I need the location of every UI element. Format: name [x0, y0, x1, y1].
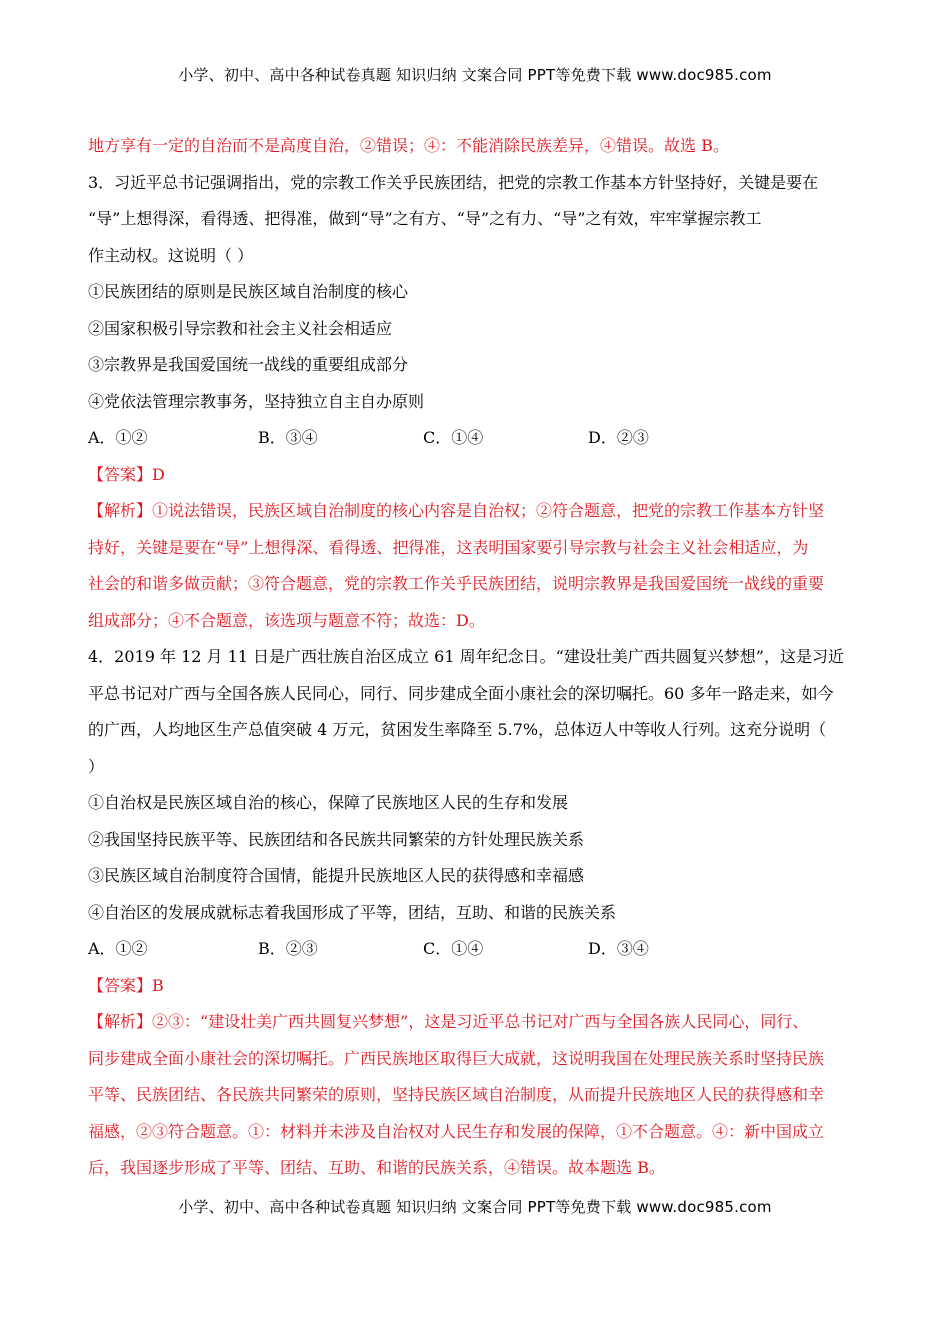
- question-4: [88, 639, 864, 1187]
- q3-item-4: ④党依法管理宗教事务，坚持独立自主自办原则: [88, 391, 425, 411]
- page-header: 小学、初中、高中各种试卷真题 知识归纳 文案合同 PPT等免费下载 www.doc985.com: [178, 66, 772, 84]
- previous-analysis-tail: 地方享有一定的自治而不是高度自治，②错误；④：不能消除民族差异，④错误。故选 B。: [88, 136, 729, 155]
- q3-analysis-line: 持好，关键是要在“导”上想得深、看得透、把得准，这表明国家要引导宗教与社会主义社会相适应，为: [88, 537, 809, 557]
- q3-item-2: ②国家积极引导宗教和社会主义社会相适应: [88, 318, 393, 338]
- q3-option-d: D．②③: [588, 428, 649, 447]
- q3-option-b: B．③④: [258, 428, 318, 447]
- q4-analysis-line: 同步建成全面小康社会的深切嘱托。广西民族地区取得巨大成就，这说明我国在处理民族关系时坚持民族: [88, 1048, 825, 1068]
- q4-stem-line: 4．2019 年 12 月 11 日是广西壮族自治区成立 61 周年纪念日。“建设壮美广西共圆复兴梦想”，这是习近: [88, 647, 844, 666]
- q4-item-3: ③民族区域自治制度符合国情，能提升民族地区人民的获得感和幸福感: [88, 866, 585, 885]
- q3-stem-line: “导”上想得深，看得透、把得准，做到“导”之有方、“导”之有力、“导”之有效，牢牢掌握宗教工: [88, 209, 762, 228]
- q4-stem-line: 平总书记对广西与全国各族人民同心，同行、同步建成全面小康社会的深切嘱托。60 多年一路走来，如今: [88, 683, 834, 703]
- q3-stem-line: 作主动权。这说明（ ）: [88, 245, 254, 265]
- q3-stem-line: 3．习近平总书记强调指出，党的宗教工作关乎民族团结，把党的宗教工作基本方针坚持好，关键是要在: [88, 172, 819, 192]
- q4-option-b: B．②③: [258, 939, 318, 958]
- q4-option-a: A．①②: [88, 939, 148, 958]
- q4-item-2: ②我国坚持民族平等、民族团结和各民族共同繁荣的方针处理民族关系: [88, 829, 585, 849]
- q3-options: [88, 420, 864, 457]
- q4-answer: 【答案】B: [88, 975, 164, 995]
- q4-item-1: ①自治权是民族区域自治的核心，保障了民族地区人民的生存和发展: [88, 793, 569, 812]
- q3-analysis-line: 【解析】①说法错误，民族区域自治制度的核心内容是自治权；②符合题意，把党的宗教工作基本方针坚: [88, 501, 825, 520]
- q4-option-c: C．①④: [423, 939, 484, 958]
- q4-stem-line: ）: [88, 756, 105, 776]
- q3-option-c: C．①④: [423, 428, 484, 447]
- q4-options: [88, 931, 864, 968]
- q3-answer: 【答案】D: [88, 464, 165, 484]
- q3-option-a: A．①②: [88, 428, 148, 447]
- page-footer: 小学、初中、高中各种试卷真题 知识归纳 文案合同 PPT等免费下载 www.doc985.com: [178, 1198, 772, 1216]
- q4-analysis-line: 平等、民族团结、各民族共同繁荣的原则，坚持民族区域自治制度，从而提升民族地区人民的获得感和幸: [88, 1085, 825, 1104]
- q4-option-d: D．③④: [588, 939, 649, 958]
- q3-item-3: ③宗教界是我国爱国统一战线的重要组成部分: [88, 355, 409, 374]
- q3-analysis-line: 组成部分；④不合题意，该选项与题意不符；故选：D。: [88, 610, 485, 630]
- q3-item-1: ①民族团结的原则是民族区域自治制度的核心: [88, 282, 409, 301]
- page-content: [88, 128, 864, 1187]
- q4-stem-line: 的广西，人均地区生产总值突破 4 万元，贫困发生率降至 5.7%，总体迈人中等收人行列。这充分说明（: [88, 720, 827, 739]
- q4-analysis-line: 【解析】②③：“建设壮美广西共圆复兴梦想”，这是习近平总书记对广西与全国各族人民同心，同行、: [88, 1012, 809, 1031]
- q4-analysis-line: 福感，②③符合题意。①：材料并未涉及自治权对人民生存和发展的保障，①不合题意。④：新中国成立: [88, 1121, 825, 1141]
- q4-analysis-line: 后，我国逐步形成了平等、团结、互助、和谐的民族关系，④错误。故本题选 B。: [88, 1158, 665, 1177]
- question-3: [88, 165, 864, 640]
- q4-item-4: ④自治区的发展成就标志着我国形成了平等，团结，互助、和谐的民族关系: [88, 902, 617, 922]
- q3-analysis-line: 社会的和谐多做贡献；③符合题意，党的宗教工作关乎民族团结，说明宗教界是我国爱国统一战线的重要: [88, 574, 825, 593]
